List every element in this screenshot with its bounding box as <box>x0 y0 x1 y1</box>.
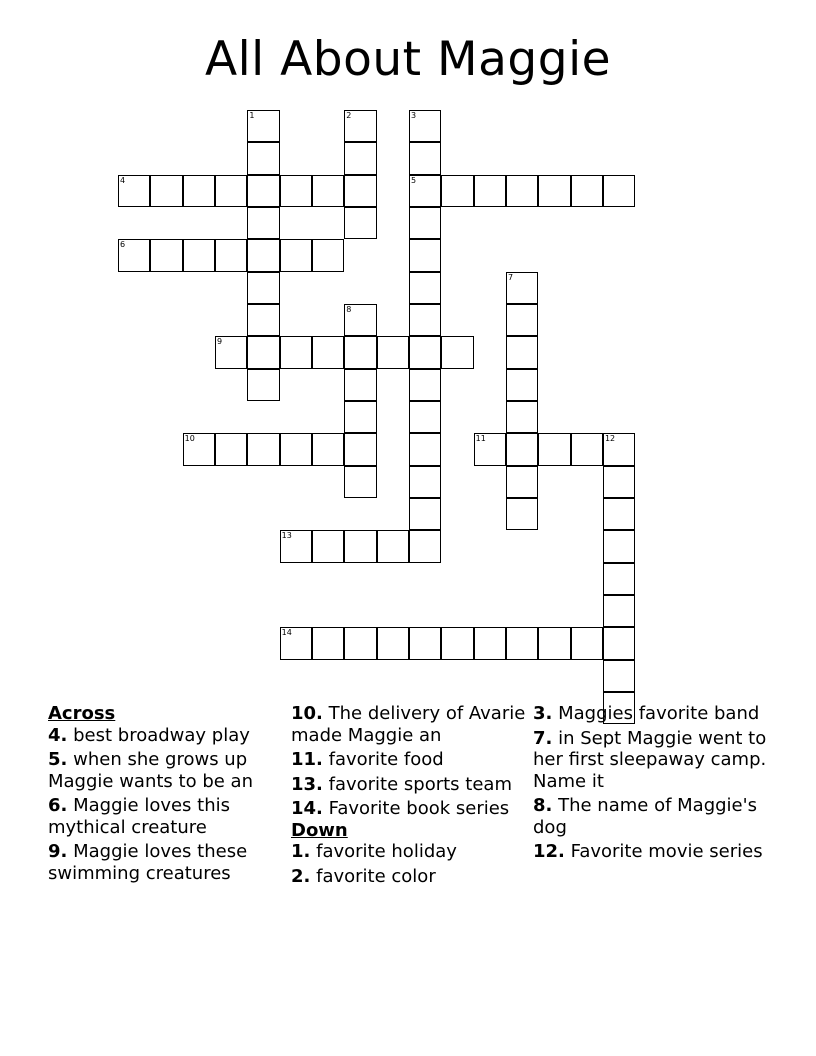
clue-down-3: 3. Maggies favorite band <box>533 703 760 724</box>
grid-cell[interactable] <box>344 627 376 659</box>
grid-cell[interactable] <box>441 336 473 368</box>
grid-cell[interactable] <box>280 627 312 659</box>
clue-down-12: 12. Favorite movie series <box>533 841 763 862</box>
across-heading: Across <box>48 703 116 724</box>
grid-cell[interactable] <box>312 433 344 465</box>
grid-cell[interactable] <box>280 530 312 562</box>
cell-number: 2 <box>346 111 352 120</box>
clue-across-6: 6. Maggie loves this mythical creature <box>48 795 231 838</box>
cell-number: 4 <box>120 175 126 185</box>
grid-cell[interactable] <box>571 175 603 207</box>
grid-cell[interactable] <box>506 466 538 498</box>
grid-cell[interactable] <box>409 433 441 465</box>
grid-cell[interactable] <box>506 304 538 336</box>
grid-cell[interactable] <box>215 433 247 465</box>
grid-cell[interactable] <box>474 433 506 465</box>
grid-cell[interactable] <box>247 207 279 239</box>
cell-number: 6 <box>120 240 126 250</box>
grid-cell[interactable] <box>603 660 635 692</box>
grid-cell[interactable] <box>538 175 570 207</box>
clue-down-2: 2. favorite color <box>291 865 436 887</box>
grid-cell[interactable] <box>603 530 635 562</box>
grid-cell[interactable] <box>409 207 441 239</box>
grid-cell[interactable] <box>247 239 279 271</box>
grid-cell[interactable] <box>150 239 182 271</box>
grid-cell[interactable] <box>603 498 635 530</box>
grid-cell[interactable] <box>247 272 279 304</box>
grid-cell[interactable] <box>183 175 215 207</box>
cell-number: 14 <box>281 628 292 638</box>
clue-across-14: 14. Favorite book series <box>291 798 510 819</box>
grid-cell[interactable] <box>506 336 538 368</box>
grid-cell[interactable] <box>409 401 441 433</box>
grid-cell[interactable] <box>409 369 441 401</box>
grid-cell[interactable] <box>377 627 409 659</box>
grid-cell[interactable] <box>409 627 441 659</box>
grid-cell[interactable] <box>603 433 635 465</box>
grid-cell[interactable] <box>506 272 538 304</box>
grid-cell[interactable] <box>344 207 376 239</box>
grid-cell[interactable] <box>603 563 635 595</box>
grid-cell[interactable] <box>344 369 376 401</box>
cell-number: 3 <box>410 111 417 120</box>
grid-cell[interactable] <box>247 369 279 401</box>
grid-cell[interactable] <box>603 595 635 627</box>
grid-cell[interactable] <box>344 466 376 498</box>
grid-cell[interactable] <box>215 336 247 368</box>
grid-cell[interactable] <box>183 433 215 465</box>
page-title: All About Maggie <box>204 32 612 87</box>
grid-cell[interactable] <box>344 175 376 207</box>
clue-across-5: 5. when she grows up Maggie wants to be an <box>48 749 253 792</box>
grid-cell[interactable] <box>247 175 279 207</box>
clue-across-4: 4. best broadway play <box>48 724 250 746</box>
grid-cell[interactable] <box>603 175 635 207</box>
clue-down-7: 7. in Sept Maggie went to her first sleepaway camp. Name it <box>533 727 767 792</box>
grid-cell[interactable] <box>344 530 376 562</box>
grid-cell[interactable] <box>409 466 441 498</box>
grid-cell[interactable] <box>312 530 344 562</box>
clue-across-10: 10. The delivery of Avarie made Maggie an <box>291 703 526 746</box>
clue-down-1: 1. favorite holiday <box>291 841 457 862</box>
grid-cell[interactable] <box>312 336 344 368</box>
grid-cell[interactable] <box>118 175 150 207</box>
grid-cell[interactable] <box>215 175 247 207</box>
grid-cell[interactable] <box>506 627 538 659</box>
grid-cell[interactable] <box>344 401 376 433</box>
grid-cell[interactable] <box>409 336 441 368</box>
grid-cell[interactable] <box>247 433 279 465</box>
clue-across-9: 9. Maggie loves these swimming creatures <box>48 841 248 884</box>
grid-cell[interactable] <box>603 627 635 659</box>
grid-cell[interactable] <box>474 627 506 659</box>
grid-cell[interactable] <box>247 110 279 142</box>
cell-number: 1 <box>249 111 255 120</box>
grid-cell[interactable] <box>571 433 603 465</box>
grid-cell[interactable] <box>344 336 376 368</box>
grid-cell[interactable] <box>183 239 215 271</box>
clue-across-13: 13. favorite sports team <box>291 773 512 795</box>
grid-cell[interactable] <box>409 239 441 271</box>
grid-cell[interactable] <box>377 336 409 368</box>
grid-cell[interactable] <box>312 239 344 271</box>
grid-cell[interactable] <box>506 433 538 465</box>
grid-cell[interactable] <box>474 175 506 207</box>
cell-number: 5 <box>410 175 417 185</box>
cell-number: 9 <box>216 337 223 347</box>
grid-cell[interactable] <box>344 433 376 465</box>
cell-number: 7 <box>507 272 514 282</box>
clues-column-3 <box>533 703 771 866</box>
grid-cell[interactable] <box>441 175 473 207</box>
grid-cell[interactable] <box>409 304 441 336</box>
grid-cell[interactable] <box>538 627 570 659</box>
grid-cell[interactable] <box>377 530 409 562</box>
grid-cell[interactable] <box>409 110 441 142</box>
grid-cell[interactable] <box>409 175 441 207</box>
grid-cell[interactable] <box>538 433 570 465</box>
grid-cell[interactable] <box>150 175 182 207</box>
grid-cell[interactable] <box>280 336 312 368</box>
grid-cell[interactable] <box>312 175 344 207</box>
grid-cell[interactable] <box>603 466 635 498</box>
clues-column-2 <box>291 703 529 890</box>
grid-cell[interactable] <box>506 401 538 433</box>
grid-cell[interactable] <box>215 239 247 271</box>
grid-cell[interactable] <box>409 272 441 304</box>
grid-cell[interactable] <box>409 498 441 530</box>
grid-cell[interactable] <box>409 142 441 174</box>
grid-cell[interactable] <box>118 239 150 271</box>
clue-across-11: 11. favorite food <box>291 749 444 770</box>
grid-cell[interactable] <box>344 110 376 142</box>
grid-cell[interactable] <box>280 239 312 271</box>
grid-cell[interactable] <box>247 304 279 336</box>
grid-cell[interactable] <box>441 627 473 659</box>
grid-cell[interactable] <box>506 498 538 530</box>
grid-cell[interactable] <box>506 175 538 207</box>
cell-number: 8 <box>346 304 352 314</box>
grid-cell[interactable] <box>409 530 441 562</box>
grid-cell[interactable] <box>344 142 376 174</box>
cell-number: 12 <box>604 434 616 444</box>
grid-cell[interactable] <box>571 627 603 659</box>
clue-down-8: 8. The name of Maggie's dog <box>533 795 757 838</box>
cell-number: 13 <box>281 531 292 541</box>
down-heading: Down <box>291 819 348 841</box>
grid-cell[interactable] <box>280 175 312 207</box>
grid-cell[interactable] <box>506 369 538 401</box>
grid-cell[interactable] <box>247 142 279 174</box>
cell-number: 10 <box>184 434 195 444</box>
grid-cell[interactable] <box>280 433 312 465</box>
clues-column-1 <box>48 703 286 887</box>
cell-number: 11 <box>475 434 486 444</box>
grid-cell[interactable] <box>344 304 376 336</box>
grid-cell[interactable] <box>247 336 279 368</box>
grid-cell[interactable] <box>312 627 344 659</box>
